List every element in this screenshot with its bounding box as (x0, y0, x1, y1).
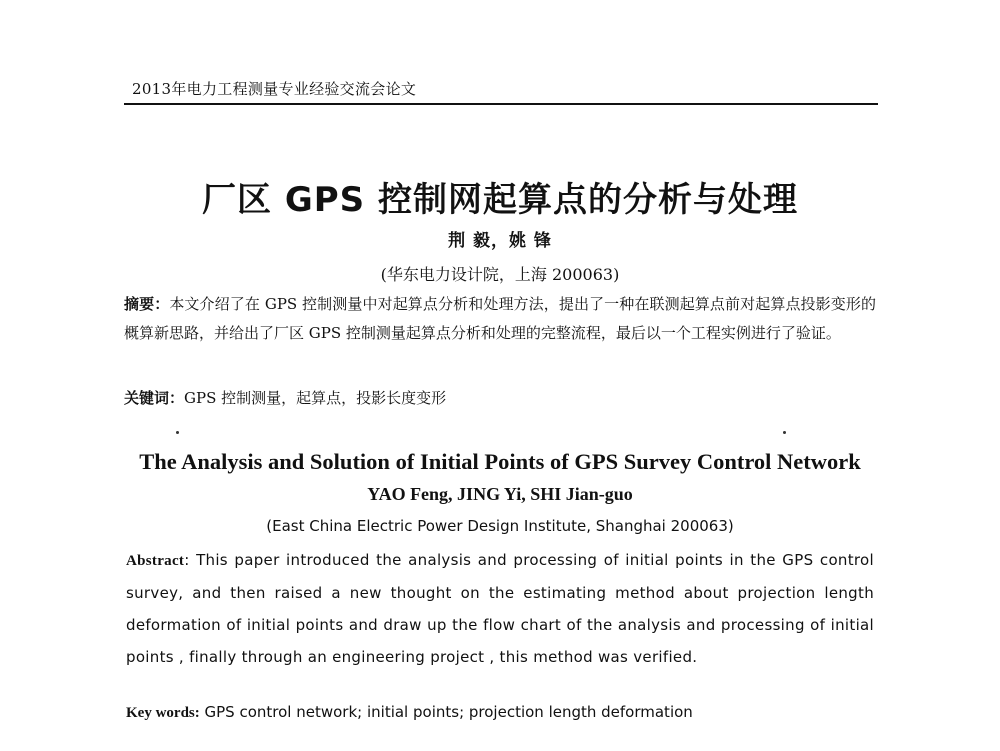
english-keywords-label: Key words: (126, 705, 200, 721)
scan-speck (176, 431, 179, 434)
chinese-abstract (124, 290, 876, 348)
header-rule (124, 103, 878, 105)
scan-speck (783, 431, 786, 434)
english-abstract (126, 544, 874, 673)
chinese-keywords-text: GPS 控制测量，起算点，投影长度变形 (184, 389, 447, 407)
english-title: The Analysis and Solution of Initial Points of GPS Survey Control Network (139, 449, 861, 474)
chinese-title: 厂区 GPS 控制网起算点的分析与处理 (202, 180, 798, 220)
english-keywords (126, 703, 874, 722)
english-abstract-text: : This paper introduced the analysis and processing of initial points in the GPS control survey, and then raised a new thought on the estimating method about projection length deformation of initial points and draw up the flow chart of the analysis and processing of initial points , finally through an engineering project , this method was verified. (126, 551, 874, 666)
english-keywords-text: GPS control network; initial points; projection length deformation (199, 703, 693, 721)
english-affiliation: (East China Electric Power Design Institute, Shanghai 200063) (266, 517, 734, 535)
chinese-authors: 荆 毅，姚 锋 (448, 231, 552, 251)
english-authors: YAO Feng, JING Yi, SHI Jian-guo (367, 484, 633, 504)
chinese-keywords (124, 384, 876, 413)
chinese-abstract-text: 本文介绍了在 GPS 控制测量中对起算点分析和处理方法，提出了一种在联测起算点前对起算点投影变形的概算新思路，并给出了厂区 GPS 控制测量起算点分析和处理的完整流程，最后以一个工程实例进行了验证。 (124, 295, 876, 342)
running-header: 2013年电力工程测量专业经验交流会论文 (132, 80, 417, 98)
chinese-keywords-label: 关键词： (124, 389, 185, 407)
english-abstract-label: Abstract (126, 553, 185, 569)
chinese-affiliation: (华东电力设计院，上海 200063) (380, 265, 620, 284)
chinese-abstract-label: 摘要： (124, 295, 170, 313)
